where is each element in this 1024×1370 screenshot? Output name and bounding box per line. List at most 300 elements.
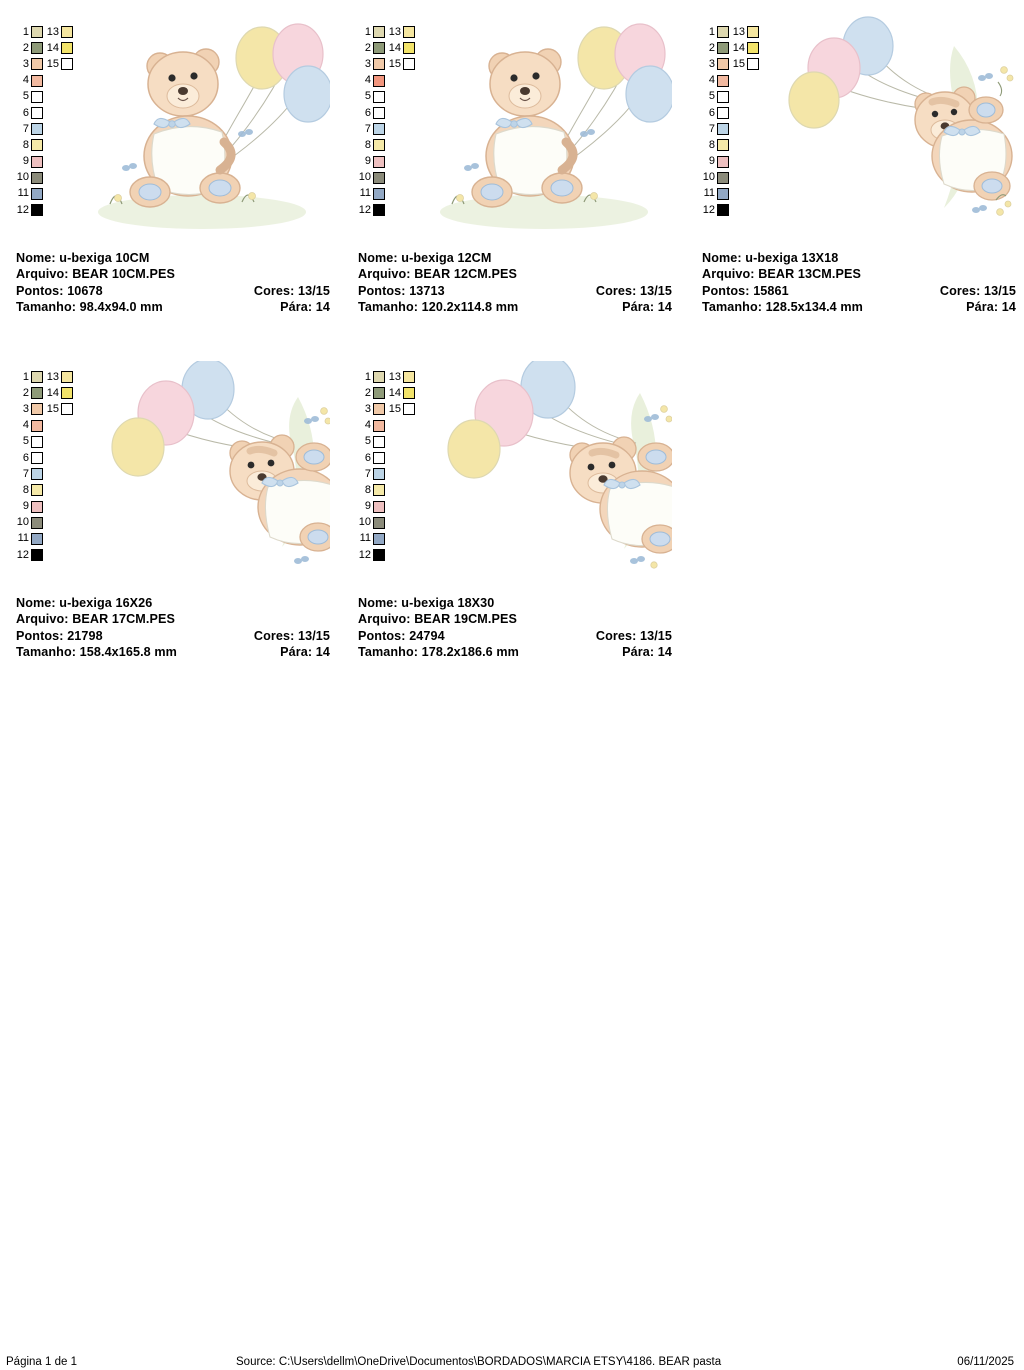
legend-index: 5 [22, 90, 29, 103]
value-para: 14 [315, 645, 330, 660]
color-swatch [31, 107, 43, 119]
design-info-4 [16, 595, 330, 661]
legend-index: 4 [22, 74, 29, 87]
footer-source-path: Source: C:\Users\dellm\OneDrive\Documentos\BORDADOS\MARCIA ETSY\4186. BEAR pasta [236, 1356, 722, 1368]
color-swatch [373, 42, 385, 54]
color-swatch [31, 42, 43, 54]
legend-index: 3 [22, 57, 29, 70]
value-pontos: 13713 [409, 283, 445, 298]
legend-index: 10 [358, 171, 371, 184]
legend-row [16, 186, 88, 202]
color-swatch [373, 172, 385, 184]
color-swatch [31, 501, 43, 513]
color-swatch [61, 387, 73, 399]
color-swatch [403, 403, 415, 415]
legend-index: 1 [364, 25, 371, 38]
design-art-row-4 [0, 345, 330, 583]
color-swatch [373, 371, 385, 383]
legend-index: 9 [364, 500, 371, 513]
legend-row [358, 531, 430, 547]
info-pontos [16, 283, 330, 299]
color-swatch [747, 26, 759, 38]
info-para [280, 644, 330, 660]
info-pontos [358, 283, 672, 299]
info-nome [358, 595, 672, 611]
color-swatch [373, 139, 385, 151]
legend-index: 4 [708, 74, 715, 87]
color-swatch [31, 420, 43, 432]
label-para: Pára: [280, 645, 313, 660]
legend-row [16, 466, 88, 482]
value-tamanho: 98.4x94.0 mm [79, 300, 163, 315]
legend-row [16, 137, 88, 153]
color-swatch [717, 123, 729, 135]
value-tamanho: 158.4x165.8 mm [79, 645, 177, 660]
embroidery-preview-bear-flying-4 [92, 361, 330, 576]
legend-row [358, 73, 430, 89]
color-swatch [31, 75, 43, 87]
info-para [966, 299, 1016, 315]
legend-row [16, 499, 88, 515]
color-swatch [373, 123, 385, 135]
embroidery-preview-bear-flying-3 [778, 16, 1016, 231]
info-pontos [358, 628, 672, 644]
legend-index-2: 14 [388, 41, 401, 54]
color-swatch [373, 517, 385, 529]
color-swatch [717, 75, 729, 87]
legend-index: 8 [708, 138, 715, 151]
label-arquivo: Arquivo: [358, 612, 411, 627]
color-swatch [31, 172, 43, 184]
legend-row [16, 547, 88, 563]
legend-row [16, 105, 88, 121]
legend-index: 7 [22, 467, 29, 480]
legend-index-2: 14 [732, 41, 745, 54]
legend-row [16, 482, 88, 498]
legend-index-2: 13 [46, 25, 59, 38]
legend-index: 11 [17, 187, 29, 200]
legend-index: 9 [364, 155, 371, 168]
legend-row [702, 121, 774, 137]
legend-index: 1 [708, 25, 715, 38]
legend-index: 6 [22, 106, 29, 119]
color-swatch [61, 26, 73, 38]
info-arquivo [358, 266, 672, 282]
legend-index-2: 15 [46, 57, 59, 70]
color-swatch [373, 549, 385, 561]
color-swatch [717, 156, 729, 168]
label-para: Pára: [280, 300, 313, 315]
legend-index: 5 [364, 90, 371, 103]
legend-index-2: 14 [46, 386, 59, 399]
color-swatch [373, 484, 385, 496]
legend-row [702, 89, 774, 105]
label-tamanho: Tamanho: [16, 645, 77, 660]
value-cores: 13/15 [639, 283, 672, 298]
legend-index: 2 [22, 41, 29, 54]
value-cores: 13/15 [297, 283, 330, 298]
embroidery-preview-bear-sitting-2 [434, 16, 672, 231]
legend-row [358, 418, 430, 434]
color-swatch [373, 107, 385, 119]
value-nome: u-bexiga 16X26 [59, 596, 153, 610]
label-nome: Nome: [16, 596, 56, 610]
legend-index: 10 [358, 516, 371, 529]
info-cores [254, 628, 330, 644]
legend-row [358, 385, 430, 401]
label-pontos: Pontos: [358, 283, 406, 298]
footer-page-number: Página 1 de 1 [6, 1356, 77, 1368]
color-swatch [31, 371, 43, 383]
label-arquivo: Arquivo: [702, 267, 755, 282]
legend-row [358, 89, 430, 105]
label-arquivo: Arquivo: [16, 267, 69, 282]
label-nome: Nome: [358, 251, 398, 265]
info-arquivo [16, 266, 330, 282]
color-swatch [403, 387, 415, 399]
color-swatch [717, 188, 729, 200]
color-swatch [31, 452, 43, 464]
legend-index: 6 [708, 106, 715, 119]
color-swatch [373, 452, 385, 464]
info-arquivo [358, 611, 672, 627]
embroidery-preview-bear-sitting-1 [92, 16, 330, 231]
design-info-3 [702, 250, 1016, 316]
legend-row [702, 40, 774, 56]
label-nome: Nome: [16, 251, 56, 265]
label-para: Pára: [622, 300, 655, 315]
embroidery-preview-bear-flying-5 [434, 361, 672, 576]
legend-index: 9 [708, 155, 715, 168]
color-swatch [717, 139, 729, 151]
label-pontos: Pontos: [702, 283, 750, 298]
legend-row [16, 450, 88, 466]
footer-date: 06/11/2025 [957, 1356, 1014, 1368]
label-nome: Nome: [358, 596, 398, 610]
legend-index: 7 [22, 122, 29, 135]
design-block-2 [342, 0, 672, 315]
value-para: 14 [657, 645, 672, 660]
legend-index: 7 [708, 122, 715, 135]
legend-row [16, 369, 88, 385]
color-swatch [373, 387, 385, 399]
legend-index: 8 [364, 483, 371, 496]
value-arquivo: BEAR 12CM.PES [414, 267, 517, 282]
legend-row [702, 73, 774, 89]
legend-row [358, 466, 430, 482]
legend-index: 11 [17, 532, 29, 545]
color-swatch [373, 58, 385, 70]
legend-index-2: 13 [46, 370, 59, 383]
legend-index: 3 [364, 57, 371, 70]
info-cores [596, 283, 672, 299]
legend-row [358, 482, 430, 498]
color-swatch [403, 371, 415, 383]
info-nome [16, 250, 330, 266]
info-para [622, 299, 672, 315]
legend-index: 8 [364, 138, 371, 151]
legend-index: 11 [703, 187, 715, 200]
value-pontos: 15861 [753, 283, 789, 298]
color-legend-5 [358, 369, 430, 563]
legend-row [16, 40, 88, 56]
label-pontos: Pontos: [16, 628, 64, 643]
legend-row [358, 137, 430, 153]
legend-row [16, 154, 88, 170]
label-pontos: Pontos: [16, 283, 64, 298]
color-swatch [373, 26, 385, 38]
legend-index: 3 [364, 402, 371, 415]
label-cores: Cores: [253, 283, 295, 298]
legend-row [702, 105, 774, 121]
color-swatch [403, 58, 415, 70]
legend-index: 12 [702, 203, 715, 216]
legend-index: 11 [359, 187, 371, 200]
legend-row [358, 401, 430, 417]
label-tamanho: Tamanho: [702, 300, 763, 315]
color-legend-4 [16, 369, 88, 563]
legend-index-2: 13 [388, 370, 401, 383]
value-arquivo: BEAR 10CM.PES [72, 267, 175, 282]
color-swatch [61, 42, 73, 54]
design-info-1 [16, 250, 330, 316]
color-swatch [61, 403, 73, 415]
color-swatch [61, 58, 73, 70]
legend-index: 6 [22, 451, 29, 464]
value-para: 14 [315, 300, 330, 315]
color-legend-3 [702, 24, 774, 218]
legend-index: 2 [364, 386, 371, 399]
value-tamanho: 128.5x134.4 mm [765, 300, 863, 315]
color-swatch [717, 172, 729, 184]
legend-index-2: 15 [46, 402, 59, 415]
label-arquivo: Arquivo: [358, 267, 411, 282]
legend-index-2: 15 [388, 57, 401, 70]
value-para: 14 [1001, 300, 1016, 315]
info-para [280, 299, 330, 315]
color-swatch [747, 42, 759, 54]
info-nome [16, 595, 330, 611]
design-info-2 [358, 250, 672, 316]
legend-row [16, 385, 88, 401]
color-swatch [373, 91, 385, 103]
legend-index: 6 [364, 451, 371, 464]
legend-index: 10 [16, 516, 29, 529]
value-arquivo: BEAR 17CM.PES [72, 612, 175, 627]
value-nome: u-bexiga 18X30 [401, 596, 495, 610]
color-swatch [373, 188, 385, 200]
legend-row [358, 40, 430, 56]
design-art-row-2 [342, 0, 672, 238]
info-para [622, 644, 672, 660]
info-tamanho [702, 299, 1016, 315]
color-swatch [31, 123, 43, 135]
legend-index: 1 [364, 370, 371, 383]
color-swatch [31, 188, 43, 200]
value-tamanho: 120.2x114.8 mm [421, 300, 519, 315]
legend-index: 1 [22, 370, 29, 383]
legend-row [358, 56, 430, 72]
value-cores: 13/15 [297, 628, 330, 643]
color-swatch [61, 371, 73, 383]
legend-index: 4 [22, 419, 29, 432]
legend-row [358, 154, 430, 170]
legend-index: 5 [22, 435, 29, 448]
color-swatch [31, 204, 43, 216]
color-swatch [31, 26, 43, 38]
design-info-5 [358, 595, 672, 661]
color-swatch [373, 403, 385, 415]
value-nome: u-bexiga 12CM [401, 251, 492, 265]
info-nome [702, 250, 1016, 266]
info-tamanho [358, 299, 672, 315]
legend-row [16, 418, 88, 434]
legend-row [702, 202, 774, 218]
legend-row [16, 170, 88, 186]
legend-index: 5 [708, 90, 715, 103]
legend-row [16, 89, 88, 105]
legend-row [16, 401, 88, 417]
legend-row [358, 547, 430, 563]
legend-index: 5 [364, 435, 371, 448]
legend-row [358, 434, 430, 450]
legend-row [16, 434, 88, 450]
design-art-row-5 [342, 345, 672, 583]
color-swatch [31, 403, 43, 415]
value-cores: 13/15 [639, 628, 672, 643]
legend-row [702, 154, 774, 170]
info-tamanho [358, 644, 672, 660]
legend-row [702, 137, 774, 153]
legend-row [358, 515, 430, 531]
design-art-row-3 [686, 0, 1016, 238]
legend-index: 1 [22, 25, 29, 38]
label-cores: Cores: [595, 283, 637, 298]
legend-row [358, 105, 430, 121]
legend-index: 7 [364, 122, 371, 135]
color-swatch [31, 484, 43, 496]
value-nome: u-bexiga 10CM [59, 251, 150, 265]
color-swatch [373, 468, 385, 480]
legend-index: 12 [358, 548, 371, 561]
legend-row [702, 186, 774, 202]
color-swatch [31, 436, 43, 448]
label-arquivo: Arquivo: [16, 612, 69, 627]
design-block-3 [686, 0, 1016, 315]
legend-index: 6 [364, 106, 371, 119]
legend-row [16, 73, 88, 89]
legend-row [16, 121, 88, 137]
legend-index: 12 [358, 203, 371, 216]
legend-index-2: 15 [388, 402, 401, 415]
color-swatch [717, 107, 729, 119]
legend-index-2: 13 [388, 25, 401, 38]
label-para: Pára: [966, 300, 999, 315]
info-tamanho [16, 644, 330, 660]
value-arquivo: BEAR 19CM.PES [414, 612, 517, 627]
design-block-1 [0, 0, 330, 315]
legend-row [16, 515, 88, 531]
info-cores [596, 628, 672, 644]
legend-row [358, 121, 430, 137]
color-swatch [31, 533, 43, 545]
legend-row [16, 24, 88, 40]
color-swatch [717, 91, 729, 103]
legend-index: 12 [16, 548, 29, 561]
legend-index: 7 [364, 467, 371, 480]
legend-row [358, 450, 430, 466]
legend-row [358, 186, 430, 202]
info-cores [940, 283, 1016, 299]
legend-row [16, 56, 88, 72]
label-nome: Nome: [702, 251, 742, 265]
legend-row [702, 170, 774, 186]
color-swatch [31, 58, 43, 70]
color-swatch [403, 42, 415, 54]
color-swatch [31, 156, 43, 168]
legend-row [358, 202, 430, 218]
value-tamanho: 178.2x186.6 mm [421, 645, 519, 660]
legend-index-2: 15 [732, 57, 745, 70]
legend-row [16, 531, 88, 547]
info-arquivo [16, 611, 330, 627]
color-swatch [373, 75, 385, 87]
info-pontos [702, 283, 1016, 299]
label-para: Pára: [622, 645, 655, 660]
color-swatch [717, 204, 729, 216]
label-cores: Cores: [939, 283, 981, 298]
color-swatch [373, 436, 385, 448]
color-swatch [373, 501, 385, 513]
label-cores: Cores: [595, 628, 637, 643]
legend-row [702, 24, 774, 40]
legend-row [358, 369, 430, 385]
color-legend-1 [16, 24, 88, 218]
info-pontos [16, 628, 330, 644]
legend-index: 10 [16, 171, 29, 184]
legend-index: 4 [364, 419, 371, 432]
color-swatch [31, 549, 43, 561]
legend-index: 8 [22, 483, 29, 496]
info-tamanho [16, 299, 330, 315]
design-block-5 [342, 345, 672, 660]
legend-row [16, 202, 88, 218]
legend-index: 11 [359, 532, 371, 545]
label-pontos: Pontos: [358, 628, 406, 643]
value-pontos: 21798 [67, 628, 103, 643]
value-pontos: 24794 [409, 628, 445, 643]
info-nome [358, 250, 672, 266]
color-swatch [373, 204, 385, 216]
value-cores: 13/15 [983, 283, 1016, 298]
legend-row [358, 24, 430, 40]
value-nome: u-bexiga 13X18 [745, 251, 839, 265]
color-swatch [31, 91, 43, 103]
color-swatch [717, 26, 729, 38]
legend-row [358, 499, 430, 515]
legend-index: 2 [22, 386, 29, 399]
legend-index: 2 [708, 41, 715, 54]
color-swatch [373, 420, 385, 432]
legend-index: 3 [22, 402, 29, 415]
info-arquivo [702, 266, 1016, 282]
color-swatch [31, 387, 43, 399]
value-arquivo: BEAR 13CM.PES [758, 267, 861, 282]
design-block-4 [0, 345, 330, 660]
color-swatch [373, 533, 385, 545]
color-swatch [31, 468, 43, 480]
value-pontos: 10678 [67, 283, 103, 298]
